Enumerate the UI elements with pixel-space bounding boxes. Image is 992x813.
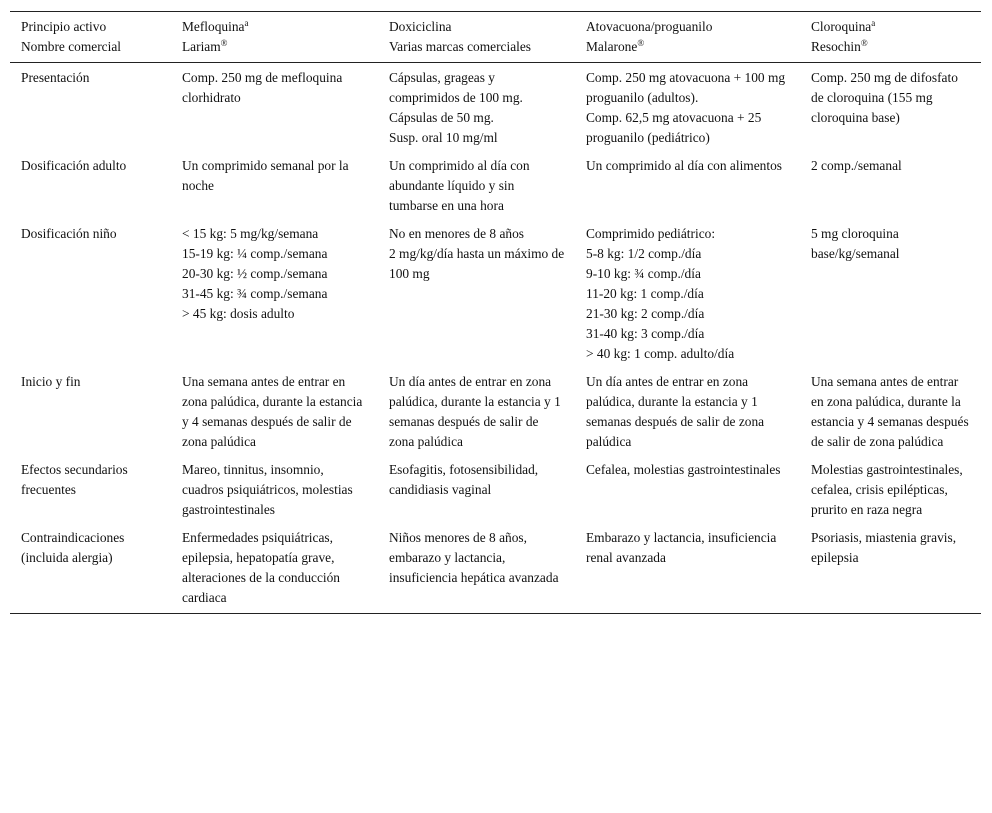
table-header <box>10 12 981 63</box>
footnote-marker: a <box>871 18 876 28</box>
cell-doxiciclina: Un día antes de entrar en zona palúdica, durante la estancia y 1 semanas después de salir de zona palúdica <box>389 374 561 449</box>
row-label: Contraindicaciones (incluida alergia) <box>21 530 125 565</box>
registered-mark: ® <box>860 38 868 48</box>
row-label: Presentación <box>21 70 90 85</box>
cell-doxiciclina: Esofagitis, fotosensibilidad, candidiasis vaginal <box>389 462 539 497</box>
footnote-marker: a <box>244 18 249 28</box>
row-efectos-secundarios <box>10 458 981 526</box>
cell-cloroquina: Psoriasis, miastenia gravis, epilepsia <box>811 530 957 565</box>
antimalarial-prophylaxis-table <box>10 11 981 614</box>
header-principio-activo: Principio activo Nombre comercial <box>21 19 122 54</box>
cell-atovacuona: Un comprimido al día con alimentos <box>586 158 782 173</box>
row-inicio-fin <box>10 370 981 458</box>
row-label: Efectos secundarios frecuentes <box>21 462 128 497</box>
cell-doxiciclina: Un comprimido al día con abundante líquido y sin tumbarse en una hora <box>389 158 530 213</box>
cell-cloroquina: Una semana antes de entrar en zona palúdica, durante la estancia y 4 semanas después de salir de zona palúdica <box>811 374 969 449</box>
cell-atovacuona: Cefalea, molestias gastrointestinales <box>586 462 781 477</box>
cell-doxiciclina: Cápsulas, grageas y comprimidos de 100 mg. Cápsulas de 50 mg. Susp. oral 10 mg/ml <box>389 70 523 145</box>
cell-mefloquina: Un comprimido semanal por la noche <box>182 158 349 193</box>
cell-cloroquina: 2 comp./semanal <box>811 158 902 173</box>
cell-mefloquina: Comp. 250 mg de mefloquina clorhidrato <box>182 70 343 105</box>
header-row <box>10 12 981 63</box>
registered-mark: ® <box>637 38 645 48</box>
cell-cloroquina: 5 mg cloroquina base/kg/semanal <box>811 226 900 261</box>
row-label: Inicio y fin <box>21 374 81 389</box>
cell-mefloquina: Enfermedades psiquiátricas, epilepsia, hepatopatía grave, alteraciones de la conducción cardiaca <box>182 530 341 605</box>
row-label: Dosificación adulto <box>21 158 127 173</box>
cell-doxiciclina: Niños menores de 8 años, embarazo y lactancia, insuficiencia hepática avanzada <box>389 530 559 585</box>
row-dosificacion-adulto <box>10 154 981 222</box>
registered-mark: ® <box>220 38 228 48</box>
header-cloroquina: Cloroquina$^a$ Resochin® <box>811 18 876 54</box>
row-label: Dosificación niño <box>21 226 117 241</box>
header-atovacuona-proguanilo: Atovacuona/proguanilo Malarone® <box>586 19 713 54</box>
cell-cloroquina: Comp. 250 mg de difosfato de cloroquina (155 mg cloroquina base) <box>811 70 958 125</box>
row-presentacion <box>10 63 981 155</box>
header-mefloquina: Mefloquina$^a$ Lariam® <box>182 18 249 54</box>
cell-atovacuona: Un día antes de entrar en zona palúdica, durante la estancia y 1 semanas después de salir de zona palúdica <box>586 374 765 449</box>
row-contraindicaciones <box>10 526 981 614</box>
cell-mefloquina: < 15 kg: 5 mg/kg/semana 15-19 kg: ¼ comp./semana 20-30 kg: ½ comp./semana 31-45 kg: ¾ comp./semana > 45 kg: dosis adulto <box>182 226 328 321</box>
cell-cloroquina: Molestias gastrointestinales, cefalea, crisis epilépticas, prurito en raza negra <box>811 462 963 517</box>
header-doxiciclina: Doxiciclina Varias marcas comerciales <box>389 19 532 54</box>
cell-doxiciclina: No en menores de 8 años 2 mg/kg/día hasta un máximo de 100 mg <box>389 226 565 281</box>
cell-atovacuona: Comp. 250 mg atovacuona + 100 mg proguanilo (adultos). Comp. 62,5 mg atovacuona + 25 proguanilo (pediátrico) <box>586 70 786 145</box>
table-body <box>10 63 981 614</box>
row-dosificacion-nino <box>10 222 981 370</box>
cell-mefloquina: Mareo, tinnitus, insomnio, cuadros psiquiátricos, molestias gastrointestinales <box>182 462 353 517</box>
cell-mefloquina: Una semana antes de entrar en zona palúdica, durante la estancia y 4 semanas después de salir de zona palúdica <box>182 374 363 449</box>
cell-atovacuona: Comprimido pediátrico: 5-8 kg: 1/2 comp./día 9-10 kg: ¾ comp./día 11-20 kg: 1 comp./día 21-30 kg: 2 comp./día 31-40 kg: 3 comp./día > 40 kg: 1 comp. adulto/día <box>586 226 735 361</box>
cell-atovacuona: Embarazo y lactancia, insuficiencia renal avanzada <box>586 530 777 565</box>
